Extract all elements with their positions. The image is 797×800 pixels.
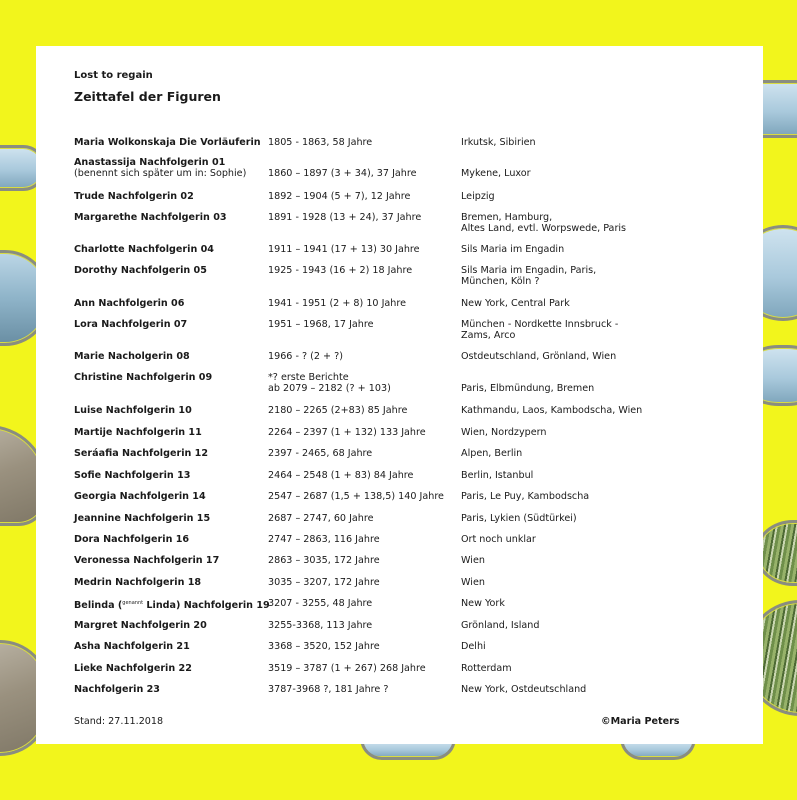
figure-name-text: Martije Nachfolgerin 11	[74, 427, 202, 438]
figure-name	[74, 191, 269, 202]
figure-name	[74, 265, 269, 276]
page-subtitle: Zeittafel der Figuren	[74, 89, 221, 104]
figure-name	[74, 405, 269, 416]
figure-name-text: Ann Nachfolgerin 06	[74, 298, 185, 309]
dates-line: 3035 – 3207, 172 Jahre	[268, 577, 380, 588]
figure-places	[461, 598, 761, 609]
figure-name-text: Veronessa Nachfolgerin 17	[74, 555, 220, 566]
figure-dates	[268, 555, 458, 566]
places-line: München - Nordkette Innsbruck -	[461, 319, 619, 330]
places-line: Mykene, Luxor	[461, 168, 531, 179]
figure-name-text: Maria Wolkonskaja Die Vorläuferin	[74, 137, 261, 148]
dates-line: 3519 – 3787 (1 + 267) 268 Jahre	[268, 663, 426, 674]
dates-line: 1911 – 1941 (17 + 13) 30 Jahre	[268, 244, 420, 255]
figure-name-text: Margarethe Nachfolgerin 03	[74, 212, 227, 223]
places-line: Grönland, Island	[461, 620, 540, 631]
figure-name	[74, 620, 269, 631]
figure-places	[461, 555, 761, 566]
places-line: Paris, Le Puy, Kambodscha	[461, 491, 590, 502]
places-line	[461, 157, 761, 168]
figure-name	[74, 427, 269, 438]
places-line	[461, 372, 761, 383]
figure-places	[461, 351, 761, 362]
places-line: Kathmandu, Laos, Kambodscha, Wien	[461, 405, 643, 416]
figure-name	[74, 684, 269, 695]
dates-line	[268, 157, 458, 168]
figure-name-text: Georgia Nachfolgerin 14	[74, 491, 206, 502]
figure-name	[74, 351, 269, 362]
places-line: New York	[461, 598, 505, 609]
places-line: Paris, Lykien (Südtürkei)	[461, 513, 577, 524]
dates-line: *? erste Berichte	[268, 372, 349, 383]
places-line: Rotterdam	[461, 663, 512, 674]
places-line: München, Köln ?	[461, 276, 540, 287]
figure-places	[461, 298, 761, 309]
figure-dates	[268, 265, 458, 276]
places-line: Altes Land, evtl. Worpswede, Paris	[461, 223, 627, 234]
dates-line: 2687 – 2747, 60 Jahre	[268, 513, 374, 524]
figure-dates	[268, 684, 458, 695]
figure-dates	[268, 298, 458, 309]
figure-dates	[268, 598, 458, 609]
figure-name-text: Dorothy Nachfolgerin 05	[74, 265, 207, 276]
figure-places	[461, 513, 761, 524]
dates-line: 2747 – 2863, 116 Jahre	[268, 534, 380, 545]
figure-dates	[268, 641, 458, 652]
places-line: Zams, Arco	[461, 330, 516, 341]
figure-places	[461, 137, 761, 148]
figure-name	[74, 513, 269, 524]
figure-dates	[268, 351, 458, 362]
dates-line: 1860 – 1897 (3 + 34), 37 Jahre	[268, 168, 417, 179]
figure-name-text: Asha Nachfolgerin 21	[74, 641, 190, 652]
figure-places	[461, 372, 761, 394]
figure-places	[461, 534, 761, 545]
figure-name	[74, 470, 269, 481]
figure-places	[461, 319, 761, 341]
figure-dates	[268, 620, 458, 631]
dates-line: 2180 – 2265 (2+83) 85 Jahre	[268, 405, 408, 416]
figure-dates	[268, 491, 458, 502]
figure-name	[74, 663, 269, 674]
places-line: Wien	[461, 555, 485, 566]
page-title: Lost to regain	[74, 70, 153, 81]
figure-dates	[268, 513, 458, 524]
dates-line: 2397 - 2465, 68 Jahre	[268, 448, 373, 459]
figure-dates	[268, 577, 458, 588]
places-line: Ostdeutschland, Grönland, Wien	[461, 351, 617, 362]
figure-places	[461, 157, 761, 179]
places-line: New York, Central Park	[461, 298, 570, 309]
figure-dates	[268, 448, 458, 459]
figure-name-part: Linda) Nachfolgerin 19	[143, 600, 270, 612]
places-line: Sils Maria im Engadin, Paris,	[461, 265, 597, 276]
figure-name	[74, 137, 269, 148]
places-line: Bremen, Hamburg,	[461, 212, 553, 223]
figure-name-text: Luise Nachfolgerin 10	[74, 405, 192, 416]
dates-line: 1951 – 1968, 17 Jahre	[268, 319, 374, 330]
figure-name	[74, 555, 269, 566]
figure-dates	[268, 157, 458, 179]
figure-places	[461, 470, 761, 481]
dates-line: 1941 - 1951 (2 + 8) 10 Jahre	[268, 298, 407, 309]
figure-name-text: Christine Nachfolgerin 09	[74, 372, 213, 383]
figure-places	[461, 641, 761, 652]
figure-name	[74, 244, 269, 255]
dates-line: 1966 - ? (2 + ?)	[268, 351, 343, 362]
figure-name-text: Sofie Nachfolgerin 13	[74, 470, 191, 481]
places-line: Wien, Nordzypern	[461, 427, 547, 438]
timeline-panel	[36, 46, 763, 744]
figure-dates	[268, 405, 458, 416]
figure-dates	[268, 663, 458, 674]
figure-name	[74, 534, 269, 545]
figure-name-note: (benennt sich später um in: Sophie)	[74, 168, 247, 179]
figure-name-text: Margret Nachfolgerin 20	[74, 620, 207, 631]
figure-places	[461, 191, 761, 202]
figure-name	[74, 577, 269, 588]
dates-line: ab 2079 – 2182 (? + 103)	[268, 383, 391, 394]
figure-name-text: Nachfolgerin 23	[74, 684, 160, 695]
figure-name	[74, 319, 269, 330]
figure-name-text: Jeannine Nachfolgerin 15	[74, 513, 211, 524]
places-line: Berlin, Istanbul	[461, 470, 534, 481]
places-line: Alpen, Berlin	[461, 448, 523, 459]
dates-line: 2863 – 3035, 172 Jahre	[268, 555, 380, 566]
places-line: Irkutsk, Sibirien	[461, 137, 536, 148]
figure-places	[461, 684, 761, 695]
figure-name	[74, 641, 269, 652]
dates-line: 1805 - 1863, 58 Jahre	[268, 137, 373, 148]
stand-date: Stand: 27.11.2018	[74, 716, 164, 727]
figure-name-superscript: genannt	[122, 600, 144, 606]
dates-line: 3255-3368, 113 Jahre	[268, 620, 373, 631]
figure-name	[74, 372, 269, 383]
figure-name	[74, 157, 269, 179]
figure-dates	[268, 212, 458, 223]
dates-line: 3368 – 3520, 152 Jahre	[268, 641, 380, 652]
figure-name-part: Belinda (	[74, 600, 123, 612]
dates-line: 1925 - 1943 (16 + 2) 18 Jahre	[268, 265, 413, 276]
places-line: New York, Ostdeutschland	[461, 684, 587, 695]
figure-places	[461, 244, 761, 255]
dates-line: 3787-3968 ?, 181 Jahre ?	[268, 684, 389, 695]
places-line: Sils Maria im Engadin	[461, 244, 565, 255]
figure-dates	[268, 427, 458, 438]
figure-dates	[268, 319, 458, 330]
dates-line: 1891 - 1928 (13 + 24), 37 Jahre	[268, 212, 422, 223]
dates-line: 2464 – 2548 (1 + 83) 84 Jahre	[268, 470, 414, 481]
figure-name	[74, 448, 269, 459]
figure-dates	[268, 244, 458, 255]
dates-line: 2547 – 2687 (1,5 + 138,5) 140 Jahre	[268, 491, 444, 502]
figure-name-text: Anastassija Nachfolgerin 01	[74, 157, 226, 168]
figure-name	[74, 491, 269, 502]
figure-name-text: Lora Nachfolgerin 07	[74, 319, 188, 330]
figure-places	[461, 212, 761, 234]
figure-name-text: Lieke Nachfolgerin 22	[74, 663, 192, 674]
places-line: Leipzig	[461, 191, 495, 202]
figure-places	[461, 663, 761, 674]
figure-places	[461, 448, 761, 459]
figure-name-text: Dora Nachfolgerin 16	[74, 534, 190, 545]
places-line: Delhi	[461, 641, 486, 652]
figure-dates	[268, 470, 458, 481]
figure-name	[74, 298, 269, 309]
dates-line: 3207 - 3255, 48 Jahre	[268, 598, 373, 609]
places-line: Paris, Elbmündung, Bremen	[461, 383, 595, 394]
figure-dates	[268, 191, 458, 202]
places-line: Wien	[461, 577, 485, 588]
figure-name-text: Seráafia Nachfolgerin 12	[74, 448, 209, 459]
copyright: ©Maria Peters	[601, 716, 680, 727]
figure-name-text: Trude Nachfolgerin 02	[74, 191, 194, 202]
figure-places	[461, 405, 761, 416]
places-line: Ort noch unklar	[461, 534, 536, 545]
figure-name	[74, 212, 269, 223]
dates-line: 2264 – 2397 (1 + 132) 133 Jahre	[268, 427, 426, 438]
figure-name	[74, 598, 269, 611]
figure-dates	[268, 534, 458, 545]
figure-dates	[268, 372, 458, 394]
figure-name-text: Marie Nacholgerin 08	[74, 351, 190, 362]
dates-line: 1892 – 1904 (5 + 7), 12 Jahre	[268, 191, 411, 202]
figure-dates	[268, 137, 458, 148]
figure-places	[461, 427, 761, 438]
figure-places	[461, 620, 761, 631]
figure-places	[461, 491, 761, 502]
figure-name-text: Charlotte Nachfolgerin 04	[74, 244, 214, 255]
figure-name-text	[74, 598, 269, 611]
figure-places	[461, 577, 761, 588]
figure-name-text: Medrin Nachfolgerin 18	[74, 577, 202, 588]
figure-places	[461, 265, 761, 287]
